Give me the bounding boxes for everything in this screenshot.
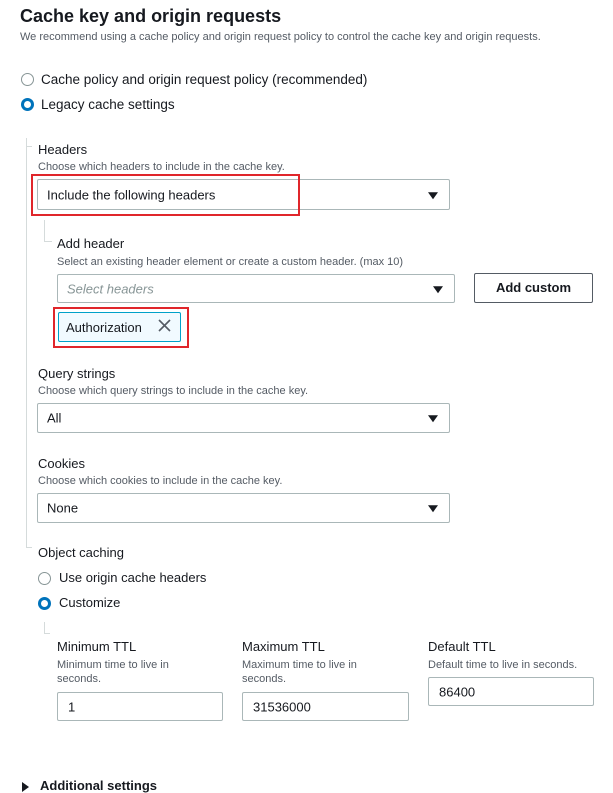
query-strings-value: All: [47, 410, 62, 426]
ttl-description: Minimum time to live in seconds.: [57, 659, 169, 685]
headers-select-value: Include the following headers: [47, 187, 216, 202]
cookies-select[interactable]: [37, 493, 450, 523]
tree-line: [44, 220, 45, 242]
add-header-label: Add header: [57, 236, 125, 251]
headers-label: Headers: [38, 142, 88, 157]
cookies-description: Choose which cookies to include in the cache key.: [38, 475, 283, 487]
radio-label[interactable]: Legacy cache settings: [41, 97, 175, 112]
tree-branch: [26, 146, 32, 147]
highlight-box: [53, 307, 189, 348]
ttl-label: Default TTL: [428, 639, 496, 654]
query-strings-select[interactable]: [37, 403, 450, 433]
query-strings-description: Choose which query strings to include in the cache key.: [38, 385, 309, 397]
chevron-down-icon: [428, 505, 438, 512]
input-value: 31536000: [253, 699, 311, 714]
tree-branch: [44, 241, 52, 242]
query-strings-label: Query strings: [38, 366, 116, 381]
chevron-down-icon: [433, 286, 443, 293]
token-label: Authorization: [66, 320, 142, 335]
chevron-down-icon: [428, 415, 438, 422]
chevron-down-icon: [428, 192, 438, 199]
select-headers-placeholder: Select headers: [67, 281, 154, 296]
select-headers-dropdown[interactable]: [57, 274, 455, 303]
add-custom-button[interactable]: Add custom: [474, 273, 593, 303]
radio-label[interactable]: Cache policy and origin request policy (recommended): [41, 72, 368, 87]
add-header-description: Select an existing header element or create a custom header. (max 10): [57, 256, 404, 268]
radio-label[interactable]: Customize: [59, 595, 121, 610]
radio-button-selected[interactable]: [38, 597, 51, 610]
additional-settings-label[interactable]: Additional settings: [40, 778, 157, 793]
ttl-label: Minimum TTL: [57, 639, 137, 654]
radio-button[interactable]: [38, 572, 51, 585]
cookies-label: Cookies: [38, 456, 85, 471]
section-description: We recommend using a cache policy and origin request policy to control the cache key and origin requests.: [20, 31, 541, 43]
object-caching-label: Object caching: [38, 545, 124, 560]
radio-label[interactable]: Use origin cache headers: [59, 570, 207, 585]
cookies-value: None: [47, 500, 79, 516]
tree-branch: [44, 633, 50, 634]
tree-branch: [26, 547, 32, 548]
radio-button-selected[interactable]: [21, 98, 34, 111]
tree-line: [26, 138, 27, 548]
radio-button[interactable]: [21, 73, 34, 86]
maximum-ttl-input[interactable]: [242, 692, 409, 721]
ttl-label: Maximum TTL: [242, 639, 325, 654]
highlight-box: [31, 174, 300, 216]
input-value: 1: [68, 699, 76, 714]
caret-right-icon[interactable]: [22, 782, 29, 792]
minimum-ttl-input[interactable]: [57, 692, 223, 721]
input-value: 86400: [439, 684, 476, 699]
section-title: Cache key and origin requests: [20, 6, 282, 26]
ttl-description: Maximum time to live in seconds.: [242, 659, 357, 685]
ttl-description: Default time to live in seconds.: [428, 659, 578, 671]
default-ttl-input[interactable]: [428, 677, 594, 706]
headers-description: Choose which headers to include in the cache key.: [38, 161, 285, 173]
